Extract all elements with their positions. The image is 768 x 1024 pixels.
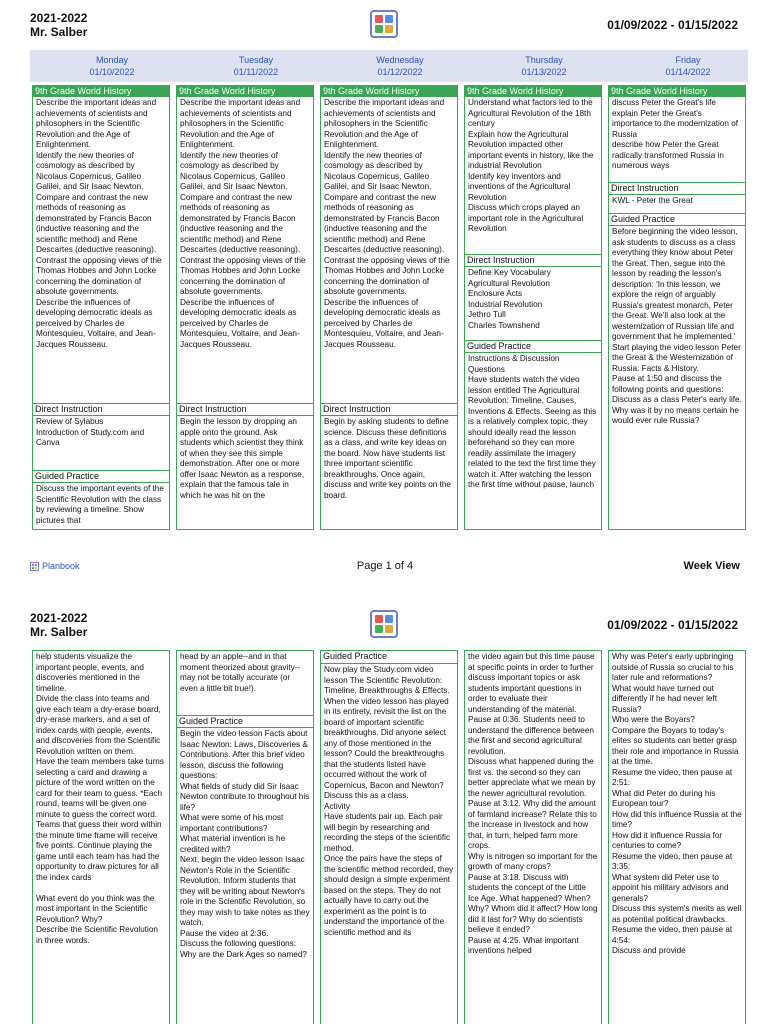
- lesson-objectives: Describe the important ideas and achievements of scientists and philosophers in the Scientific Revolution and the Age of Enlightenment. Identify the new theories of cosmology as described by Nicolaus Copernicus, Galileo Galilei, and Sir Isaac Newton. Compare and contrast the new methods of reasoning as demonstrated by Francis Bacon (inductive reasoning and the scientific method) and Rene Descartes (deductive reasoning). Contrast the opposing views of the Thomas Hobbes and John Locke concerning the domination of absolute governments. Describe the influences of developing democratic ideals as perceived by Charles de Montesquieu, Voltaire, and Jean-Jacques Rousseau.: [36, 98, 162, 349]
- direct-instruction-text: Review of Sylabus Introduction of Study.com and Canva: [36, 417, 145, 447]
- week-view-label: Week View: [683, 560, 740, 572]
- page-number: Page 1 of 4: [356, 560, 414, 572]
- teacher-name: Mr. Salber: [30, 625, 88, 639]
- course-title: 9th Grade World History: [177, 86, 313, 97]
- course-title: 9th Grade World History: [609, 86, 745, 97]
- planbook-logo-icon: [370, 610, 398, 638]
- lesson-objectives: discuss Peter the Great's life explain Peter the Great's importance to the modernization of Russia describe how Peter the Great radically transformed Russia in numerous ways: [612, 98, 739, 170]
- day-tuesday: Tuesday 01/11/2022: [233, 55, 279, 77]
- direct-instruction-text: Begin the lesson by dropping an apple onto the ground. Ask students which scientist they think of when they see this simple demonstration. After one or more offer Isaac Newton as a response, explain that the famous tale in which he was hit on the: [180, 417, 305, 500]
- friday-lesson-continued[interactable]: [608, 650, 746, 1024]
- direct-instruction-label: Direct Instruction: [609, 182, 745, 195]
- guided-practice-text: Begin the video lesson Facts about Isaac Newton: Laws, Discoveries & Contributions. After this brief video lesson, discuss the following questions: What fields of study did Sir Isaac Newton contribute to throughout his life? What were some of his most important contributions? What material invention is he credited with? Next, begin the video lesson Isaac Newton's Role in the Scientific Revolution. Inform students that they will be writing about Newton's role in the Scientific Revolution, so they may wish to take notes as they watch. Pause the video at 2:36. Discuss the following questions: Why are the Dark Ages so named?: [180, 729, 310, 959]
- wednesday-lesson[interactable]: [320, 85, 458, 530]
- tuesday-lesson-continued[interactable]: [176, 650, 314, 1024]
- day-wednesday: Wednesday 01/12/2022: [376, 55, 424, 77]
- lesson-objectives: Describe the important ideas and achievements of scientists and philosophers in the Scientific Revolution and the Age of Enlightenment. Identify the new theories of cosmology as described by Nicolaus Copernicus, Galileo Galilei, and Sir Isaac Newton. Compare and contrast the new methods of reasoning as demonstrated by Francis Bacon (inductive reasoning and the scientific method) and Rene Descartes (deductive reasoning). Contrast the opposing views of the Thomas Hobbes and John Locke concerning the domination of absolute governments. Describe the influences of developing democratic ideals as perceived by Charles de Montesquieu, Voltaire, and Jean-Jacques Rousseau.: [324, 98, 450, 349]
- guided-practice-text: Why was Peter's early upbringing outside of Russia so crucial to his later rule and reformations? What would have turned out differently if he had never left Russia? Who were the Boyars? Compare the Boyars to today's elites so students can better grasp their role and importance in Russia at the time. Resume the video, then pause at 2:51: What did Peter do during his European tour? How did this influence Russia at the time? How did it influence Russia for centuries to come? Resume the video, then pause at 3:35: What system did Peter use to appoint his military advisors and generals? Discuss this system's merits as well as potential political drawbacks. Resume the video, then pause at 4:54: Discuss and provide: [612, 652, 742, 955]
- monday-lesson[interactable]: [32, 85, 170, 530]
- guided-practice-label: Guided Practice: [465, 340, 601, 353]
- date-range: 01/09/2022 - 01/15/2022: [607, 18, 738, 32]
- direct-instruction-label: Direct Instruction: [177, 403, 313, 416]
- guided-practice-text: help students visualize the important people, events, and discoveries mentioned in the timeline. Divide the class into teams and give each team a dry-erase board, dry-erase markers, and a set of index cards with people, events, and discoveries from the Scientific Revolution written on them. Have the team members take turns selecting a card and drawing a picture of the word written on the card for their team to guess. *Each round, teams will be given one minute to guess the correct word. Teams that guess their word within the minute time frame will receive five points. Continue playing the game until each team has had the opportunity to draw pictures for all the index cards What event do you think was the most important in the Scientific Revolution? Why? Describe the Scientific Revolution in three words.: [36, 652, 164, 945]
- planner-page-2: [0, 600, 768, 1024]
- day-header-band: [30, 50, 748, 82]
- guided-practice-text: Instructions & Discussion Questions Have students watch the video lesson entitled The Agricultural Revolution: Timeline, Causes, Inventions & Effects. Seeing as this is a relatively complex topic, they should ideally read the lesson beforehand so they can more readily assimilate the imagery related to the text the first time they watch it. After watching the lesson the first time without pause, launch: [468, 354, 597, 489]
- thursday-lesson[interactable]: [464, 85, 602, 530]
- lesson-objectives: Describe the important ideas and achievements of scientists and philosophers in the Scientific Revolution and the Age of Enlightenment. Identify the new theories of cosmology as described by Nicolaus Copernicus, Galileo Galilei, and Sir Isaac Newton. Compare and contrast the new methods of reasoning as demonstrated by Francis Bacon (inductive reasoning and the scientific method) and Rene Descartes (deductive reasoning). Contrast the opposing views of the Thomas Hobbes and John Locke concerning the domination of absolute governments. Describe the influences of developing democratic ideals as perceived by Charles de Montesquieu, Voltaire, and Jean-Jacques Rousseau.: [180, 98, 306, 349]
- planbook-logo-icon: [370, 10, 398, 38]
- teacher-name: Mr. Salber: [30, 25, 88, 39]
- guided-practice-text: the video again but this time pause at specific points in order to further discuss important topics or ask students important questions in order to evaluate their understanding of the material. Pause at 0:36. Students need to understand the difference between the first and second agricultural revolution. Discuss what happened during the first vs. the second so they can better appreciate what we mean by the newer agricultural revolution. Pause at 3:12. Why did the amount of farmland increase? Relate this to the increase in livestock and how that, in turn, helped farm more crops. Why is nitrogen so important for the growth of many crops? Pause at 3:18. Discuss with students the concept of the Little Ice Age. What happened? When? Why? Whom did it affect? How long did it last for? Why do scientists believe it ended? Pause at 4:25. What important inventions helped: [468, 652, 598, 955]
- day-thursday: Thursday 01/13/2022: [521, 55, 567, 77]
- direct-instruction-label: Direct Instruction: [465, 254, 601, 267]
- direct-instruction-label: Direct Instruction: [321, 403, 457, 416]
- header-info: [30, 611, 87, 639]
- guided-practice-label: Guided Practice: [177, 715, 313, 728]
- guided-practice-label: Guided Practice: [33, 470, 169, 483]
- school-year: 2021-2022: [30, 11, 88, 25]
- course-title: 9th Grade World History: [321, 86, 457, 97]
- direct-instruction-text: head by an apple--and in that moment theorized about gravity--may not be totally accurate (or even a little bit true!).: [180, 652, 301, 693]
- guided-practice-label: Guided Practice: [609, 213, 745, 226]
- lesson-objectives: Understand what factors led to the Agricultural Revolution of the 18th century Explain how the Agricultural Revolution impacted other important events in history, like the industrial Revolution Identify key inventors and inventions of the Agricultural Revolution Discuss which crops played an important role in the Agricultural Revolution: [468, 98, 594, 233]
- guided-practice-label: Guided Practice: [321, 651, 457, 664]
- guided-practice-text: Now play the Study.com video lesson The Scientific Revolution: Timeline, Breakthroughs & Effects. When the video lesson has played in its entirety, revisit the list on the board of important scientific breakthroughs. Did anyone select any of those mentioned in the lesson? Could the breakthroughs that the students listed have occurred without the work of Copernicus, Bacon and Newton? Discuss this as a class. Activity Have students pair up. Each pair will begin by researching and recording the steps of the scientific method. Once the pairs have the steps of the scientific method recorded, they should design a simple experiment based on the steps. They do not actually have to carry out the experiment as the point is to understand the importance of the scientific method and its: [324, 665, 454, 937]
- direct-instruction-text: Define Key Vocabulary Agricultural Revolution Enclosure Acts Industrial Revolution Jethro Tull Charles Townshend: [468, 268, 551, 330]
- header-info: [30, 11, 87, 39]
- school-year: 2021-2022: [30, 611, 88, 625]
- day-friday: Friday 01/14/2022: [665, 55, 711, 77]
- wednesday-lesson-continued[interactable]: [320, 650, 458, 1024]
- guided-practice-text: Before beginning the video lesson, ask students to discuss as a class everything they know about Peter the Great. Then, segue into the lesson by reading the lesson's description: 'In this lesson, we explore the reign of arguably Russia's greatest monarch, Peter the Great. We'll also look at the westernization of Russian life and government that he implemented.' Start playing the video lesson Peter the Great & the Westernization of Russia: Facts & History. Pause at 1:50 and discuss the following points and questions: Discuss as a class Peter's early life. Why was it by no means certain he would ever rule Russia?: [612, 227, 742, 425]
- direct-instruction-label: Direct Instruction: [33, 403, 169, 416]
- course-title: 9th Grade World History: [33, 86, 169, 97]
- direct-instruction-text: KWL - Peter the Great: [612, 196, 693, 205]
- page-footer: [30, 558, 740, 578]
- friday-lesson[interactable]: [608, 85, 746, 530]
- planbook-brand: Planbook: [42, 561, 80, 571]
- day-monday: Monday 01/10/2022: [89, 55, 135, 77]
- guided-practice-text: Discuss the important events of the Scientific Revolution with the class by reviewing a timeline. Show pictures that: [36, 484, 164, 525]
- monday-lesson-continued[interactable]: [32, 650, 170, 1024]
- course-title: 9th Grade World History: [465, 86, 601, 97]
- date-range: 01/09/2022 - 01/15/2022: [607, 618, 738, 632]
- tuesday-lesson[interactable]: [176, 85, 314, 530]
- thursday-lesson-continued[interactable]: [464, 650, 602, 1024]
- direct-instruction-text: Begin by asking students to define science. Discuss these definitions as a class, and write key ideas on the board. Now have students list three important scientific breakthroughs. Once again, discuss and write key points on the board.: [324, 417, 451, 500]
